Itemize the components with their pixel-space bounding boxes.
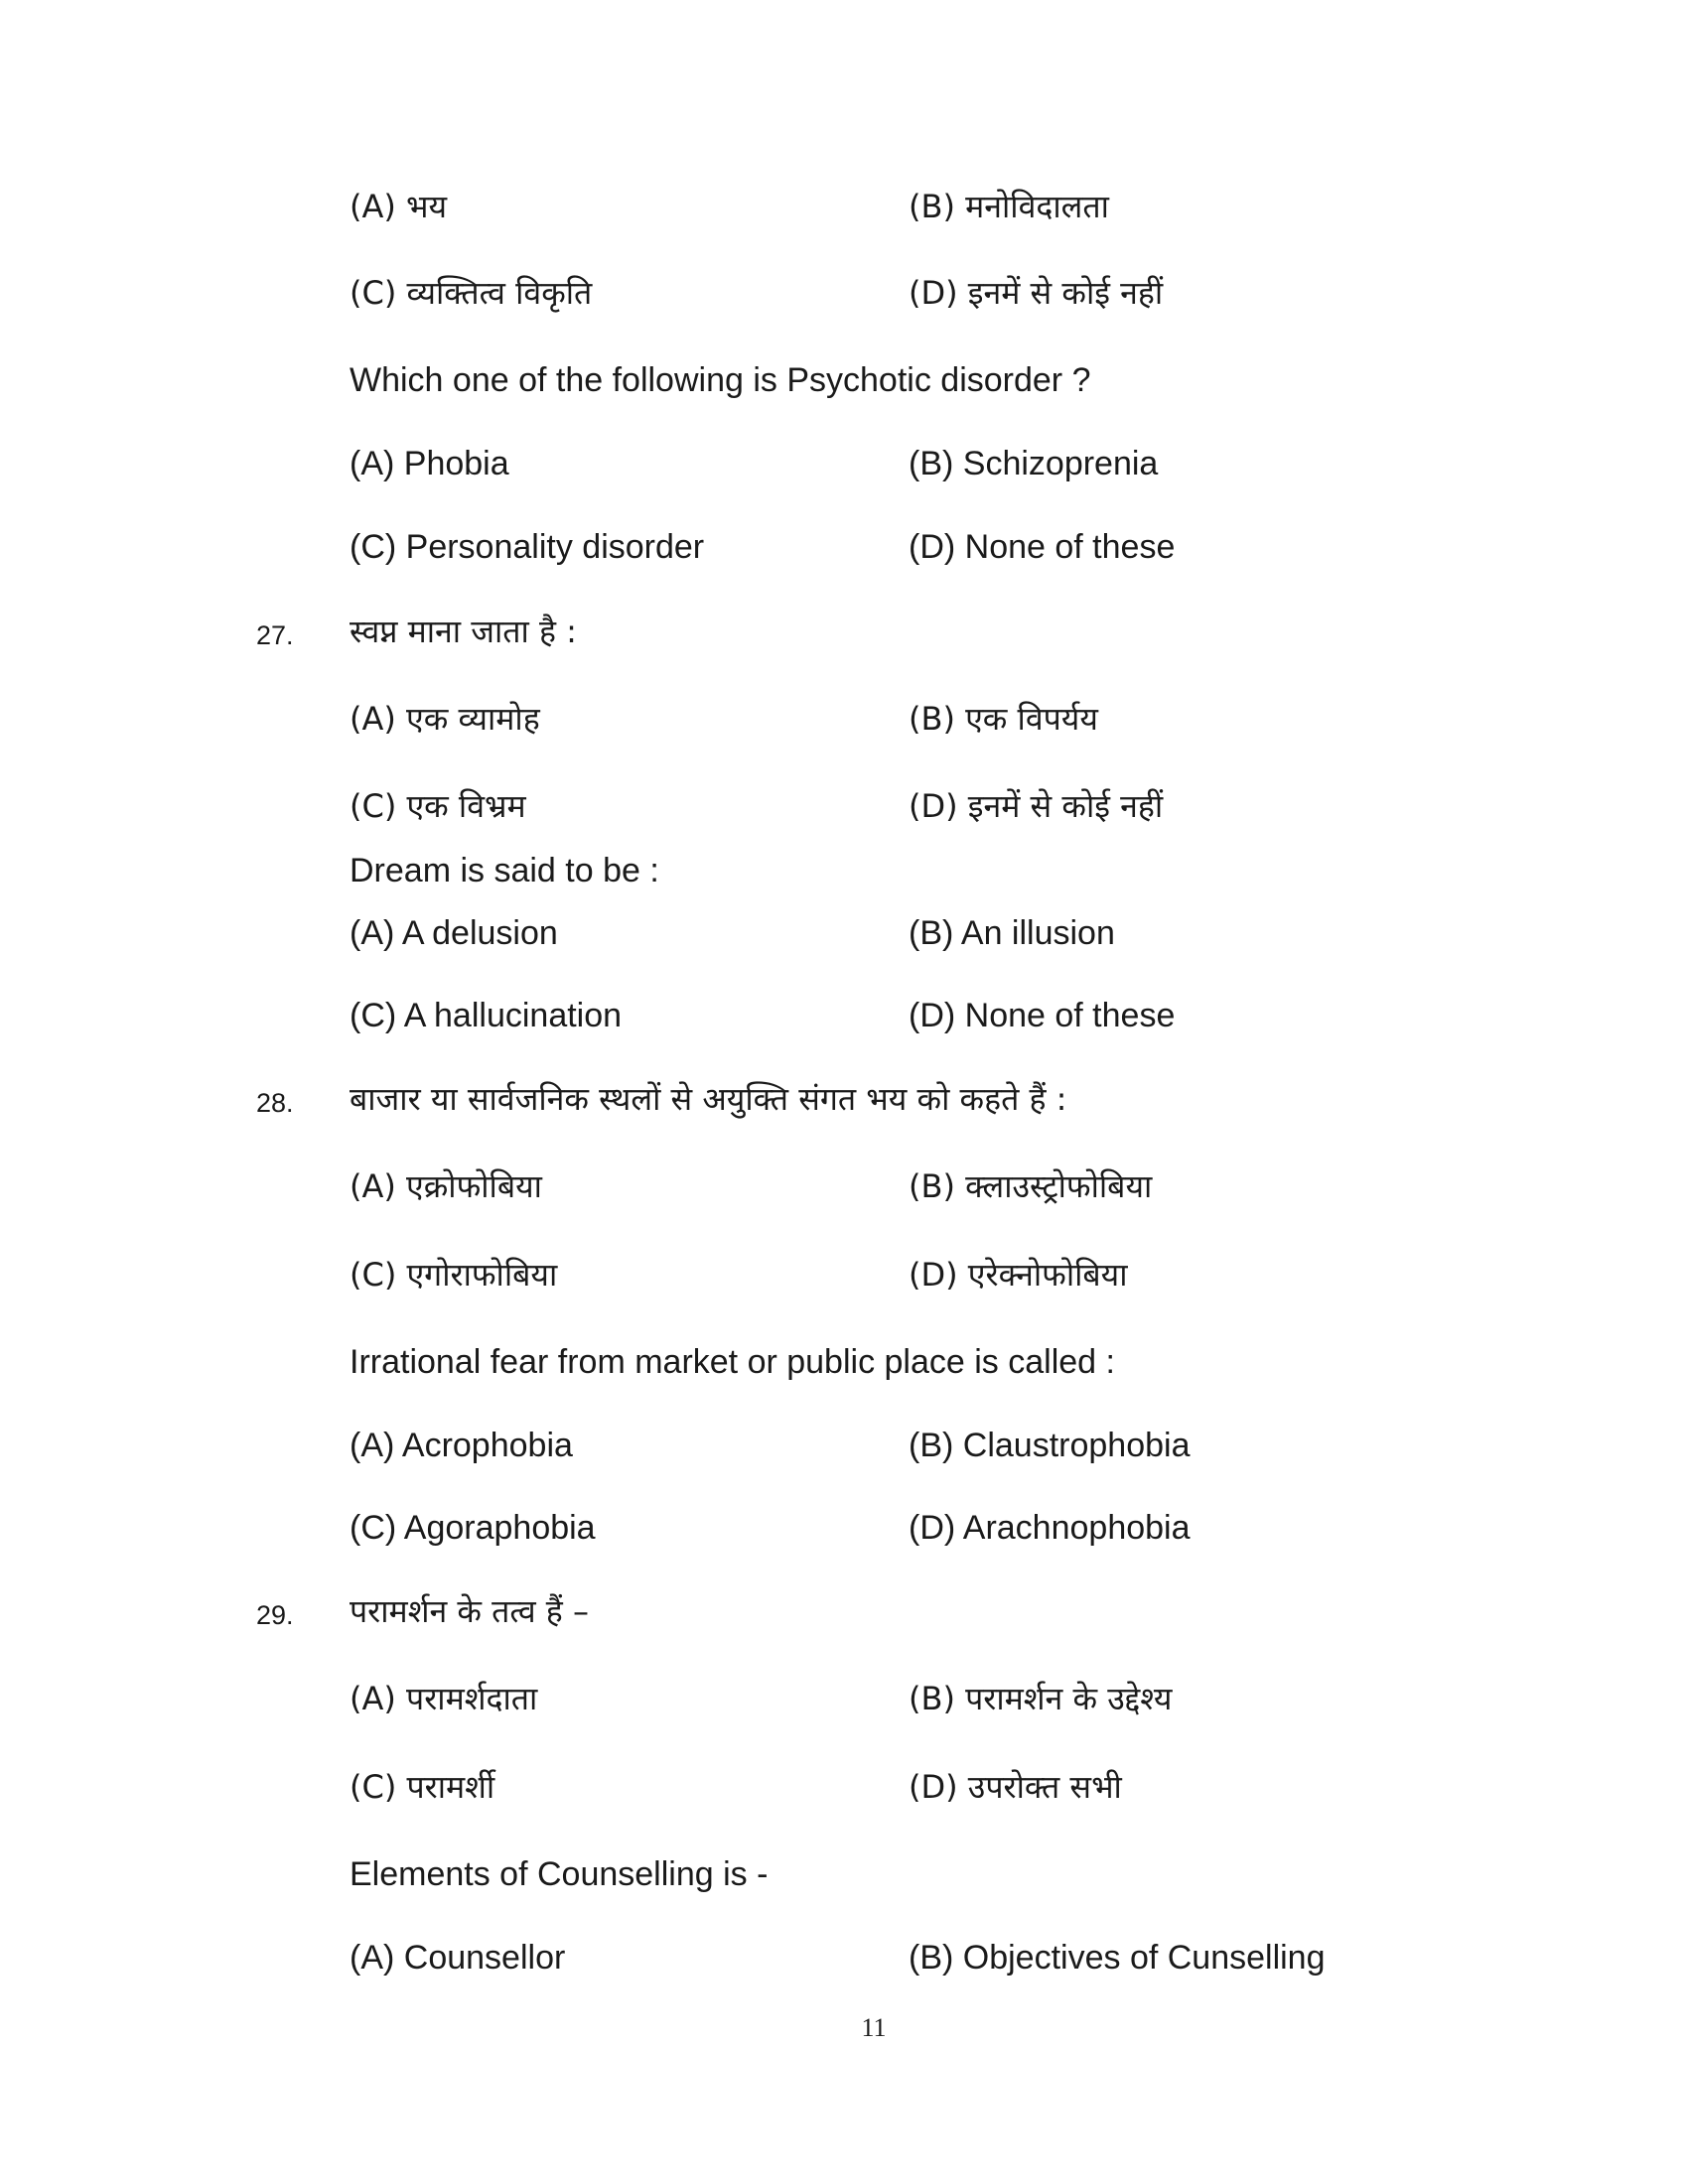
q27-en-option-a: (A) A delusion [350,914,558,952]
q26-en-option-a: (A) Phobia [350,445,509,482]
q27-en-option-c: (C) A hallucination [350,997,623,1034]
q28-hi-option-d: (D) एरेक्नोफोबिया [909,1256,1128,1294]
q29-number: 29. [256,1600,294,1630]
q27-hi-option-c: (C) एक विभ्रम [350,787,526,825]
q26-en-option-b: (B) Schizoprenia [909,445,1159,482]
q29-hi-option-a: (A) परामर्शदाता [350,1680,538,1717]
q29-en-option-b: (B) Objectives of Cunselling [909,1939,1326,1977]
q27-en-option-b: (B) An illusion [909,914,1115,952]
q27-hi-question: स्वप्न माना जाता है : [350,613,577,650]
page-number: 11 [861,2013,887,2042]
q28-number: 28. [256,1088,294,1118]
q28-en-option-c: (C) Agoraphobia [350,1509,596,1547]
q26-hi-option-b: (B) मनोविदालता [909,188,1109,225]
q29-en-question: Elements of Counselling is - [350,1855,769,1893]
q26-en-option-c: (C) Personality disorder [350,528,705,566]
q29-hi-option-b: (B) परामर्शन के उद्देश्य [909,1680,1173,1717]
q28-en-option-b: (B) Claustrophobia [909,1427,1191,1464]
q28-en-question: Irrational fear from market or public place is called : [350,1343,1115,1381]
q29-hi-option-d: (D) उपरोक्त सभी [909,1768,1122,1806]
q28-hi-option-b: (B) क्लाउस्ट्रोफोबिया [909,1167,1153,1205]
q29-en-option-a: (A) Counsellor [350,1939,566,1977]
q28-en-option-a: (A) Acrophobia [350,1427,573,1464]
q28-hi-option-a: (A) एक्रोफोबिया [350,1167,542,1205]
q27-hi-option-d: (D) इनमें से कोई नहीं [909,787,1164,825]
q28-en-option-d: (D) Arachnophobia [909,1509,1191,1547]
q26-hi-option-a: (A) भय [350,188,448,225]
q29-hi-question: परामर्शन के तत्व हैं – [350,1592,589,1630]
q26-en-question: Which one of the following is Psychotic disorder ? [350,361,1091,399]
q29-hi-option-c: (C) परामर्शी [350,1768,495,1806]
q27-hi-option-b: (B) एक विपर्यय [909,700,1098,738]
q27-en-option-d: (D) None of these [909,997,1176,1034]
q27-number: 27. [256,620,294,650]
q26-hi-option-c: (C) व्यक्तित्व विकृति [350,274,593,312]
q26-en-option-d: (D) None of these [909,528,1176,566]
q27-en-question: Dream is said to be : [350,852,659,889]
q27-hi-option-a: (A) एक व्यामोह [350,700,540,738]
q26-hi-option-d: (D) इनमें से कोई नहीं [909,274,1164,312]
q28-hi-option-c: (C) एगोराफोबिया [350,1256,558,1294]
q28-hi-question: बाजार या सार्वजनिक स्थलों से अयुक्ति संगत भय को कहते हैं : [350,1080,1067,1118]
